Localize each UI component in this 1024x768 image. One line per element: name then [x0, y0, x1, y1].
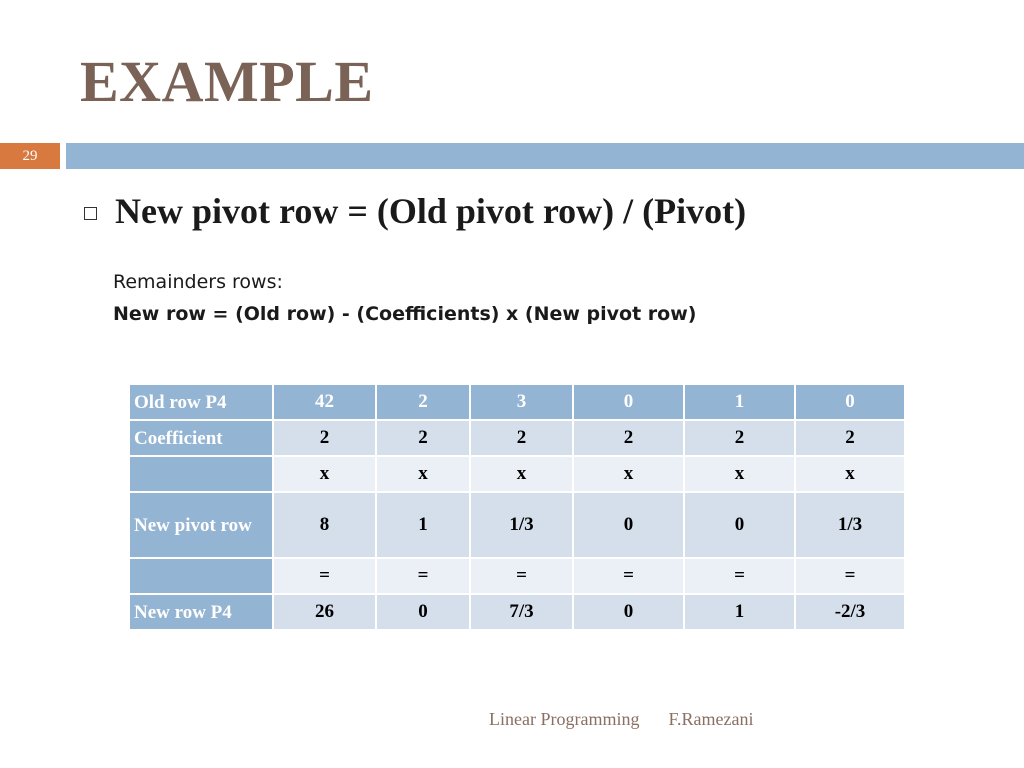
table-cell: 1/3	[470, 492, 573, 558]
calculation-table	[128, 383, 906, 631]
row-label: Old row P4	[129, 384, 273, 420]
table-cell: 2	[273, 420, 376, 456]
table-row	[129, 456, 905, 492]
table-cell: 0	[795, 384, 905, 420]
table-cell: 1	[684, 594, 795, 630]
table-cell: 2	[573, 420, 684, 456]
slide-title: EXAMPLE	[80, 49, 374, 114]
square-bullet-icon	[84, 207, 97, 220]
table-cell: 0	[573, 594, 684, 630]
table-cell: 2	[795, 420, 905, 456]
table-row	[129, 384, 905, 420]
table-cell: 0	[573, 384, 684, 420]
row-label	[129, 456, 273, 492]
table-cell: 2	[376, 384, 470, 420]
table-row	[129, 594, 905, 630]
table-row	[129, 492, 905, 558]
table-cell: 3	[470, 384, 573, 420]
row-label: New row P4	[129, 594, 273, 630]
table-cell: 2	[470, 420, 573, 456]
bullet-text: New pivot row = (Old pivot row) / (Pivot)	[115, 191, 747, 231]
row-label	[129, 558, 273, 594]
table-cell: 0	[376, 594, 470, 630]
table-cell: 42	[273, 384, 376, 420]
table-cell: 1	[684, 384, 795, 420]
table-cell: x	[376, 456, 470, 492]
table-cell: 26	[273, 594, 376, 630]
title-rule-bar	[66, 143, 1024, 169]
table-cell: 1/3	[795, 492, 905, 558]
table-cell: 1	[376, 492, 470, 558]
table-cell: x	[795, 456, 905, 492]
row-label: New pivot row	[129, 492, 273, 558]
table-row	[129, 420, 905, 456]
table-cell: x	[470, 456, 573, 492]
slide-number: 29	[0, 143, 60, 169]
row-label: Coefficient	[129, 420, 273, 456]
new-row-formula: New row = (Old row) - (Coefficients) x (New pivot row)	[113, 303, 697, 325]
table-cell: -2/3	[795, 594, 905, 630]
table-cell: 7/3	[470, 594, 573, 630]
table-cell: =	[470, 558, 573, 594]
table-cell: 0	[573, 492, 684, 558]
table-row	[129, 558, 905, 594]
table-cell: x	[684, 456, 795, 492]
footer-course: Linear Programming	[489, 709, 640, 729]
table-cell: 2	[684, 420, 795, 456]
table-cell: =	[684, 558, 795, 594]
table-cell: =	[573, 558, 684, 594]
table-cell: =	[273, 558, 376, 594]
table-cell: x	[273, 456, 376, 492]
table-cell: =	[795, 558, 905, 594]
table-cell: =	[376, 558, 470, 594]
table-cell: 8	[273, 492, 376, 558]
table-cell: 2	[376, 420, 470, 456]
footer	[489, 709, 754, 730]
table-cell: 0	[684, 492, 795, 558]
footer-author: F.Ramezani	[668, 709, 754, 729]
table-cell: x	[573, 456, 684, 492]
bullet-item	[84, 190, 746, 232]
remainders-label: Remainders rows:	[113, 271, 283, 293]
